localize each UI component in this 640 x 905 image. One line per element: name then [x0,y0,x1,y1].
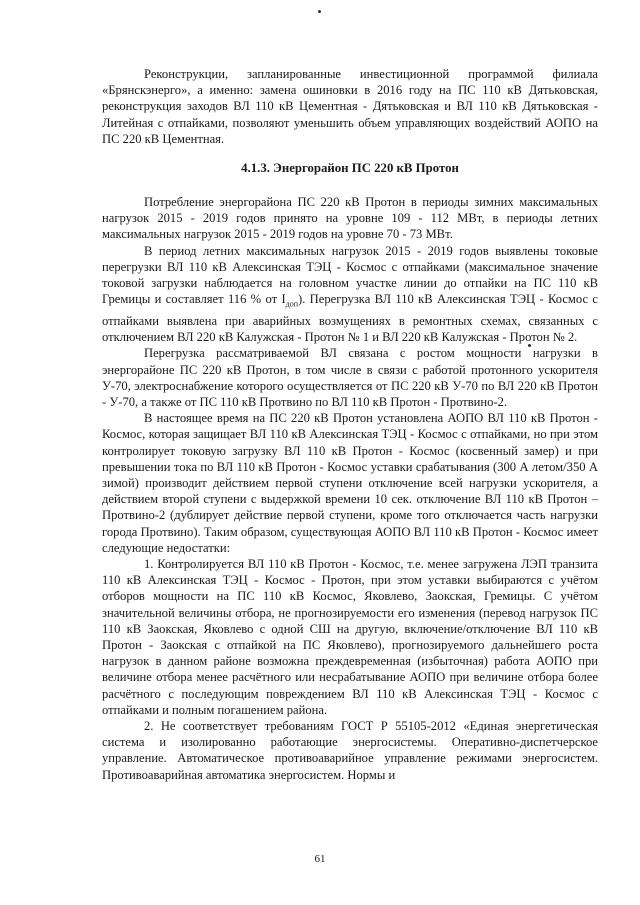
body-paragraph: В период летних максимальных нагрузок 2015 - 2019 годов выявлены токовые перегрузки ВЛ 110 кВ Алексинская ТЭЦ - Космос с отпайками (максимальное значение токовой загрузки наблюдается на головном участке линии до отпайки на ПС 110 кВ Гремицы и составляет 116 % от $I_{доп}$). Перегрузка ВЛ 110 кВ Алексинская ТЭЦ - Космос с отпайками выявлена при аварийных возмущениях в ремонтных схемах, связанных с отключением ВЛ 220 кВ Калужская - Протон № 1 и ВЛ 220 кВ Калужская - Протон № 2. [102,243,598,345]
body-paragraph: В настоящее время на ПС 220 кВ Протон установлена АОПО ВЛ 110 кВ Протон - Космос, которая защищает ВЛ 110 кВ Алексинская ТЭЦ - Космос с отпайками, но при этом контролирует токовую загрузку ВЛ 110 кВ Протон - Космос (косвенный замер) и при превышении тока по ВЛ 110 кВ Протон - Космос уставки срабатывания (300 А летом/350 А зимой) производит действием первой ступени отключение всей нагрузки ускорителя, а действием второй ступени с выдержкой времени 10 сек. отключение ВЛ 110 кВ Протон – Протвино-2 (дублирует действие первой ступени, кроме того отключается часть нагрузки города Протвино). Таким образом, существующая АОПО ВЛ 110 кВ Протон - Космос имеет следующие недостатки: [102,411,598,555]
scan-speck [318,10,321,13]
body-paragraph: Перегрузка рассматриваемой ВЛ связана с ростом мощности нагрузки в энергорайоне ПС 220 кВ Протон, в том числе в связи с работой протонного ускорителя У-70, электроснабжение которого осуществляется от ПС 220 кВ У-70 по ВЛ 220 кВ Протон - У-70, а также от ПС 110 кВ Протвино по ВЛ 110 кВ Протон - Протвино-2. [102,346,598,409]
list-item-paragraph: 1. Контролируется ВЛ 110 кВ Протон - Космос, т.е. менее загружена ЛЭП транзита 110 кВ Алексинская ТЭЦ - Космос - Протон, при этом уставки выбираются с учётом отборов мощности на ПС 110 кВ Космос, Яковлево, Заокская, Гремицы. С учётом значительной величины отбора, не прогнозируемости его изменения (перевод нагрузок ПС 110 кВ Заокская, Яковлево с одной СШ на другую, включение/отключение ВЛ 110 кВ Протон - Заокская с отпайкой на ПС Яковлево), прогнозируемого дальнейшего роста нагрузок в данном районе возможна преждевременная (избыточная) работа АОПО при величине отбора менее расчётного или несрабатывание АОПО при величине отбора более расчётного с последующим повреждением ВЛ 110 кВ Алексинская ТЭЦ - Космос с отпайками и полным погашением района. [102,556,598,717]
intro-paragraph: Реконструкции, запланированные инвестиционной программой филиала «Брянскэнерго», а именно: замена ошиновки в 2016 году на ПС 110 кВ Дятьковская, реконструкция заходов ВЛ 110 кВ Цементная - Дятьковская и ВЛ 110 кВ Дятьковская - Литейная с отпайками, позволяют уменьшить объем управляющих воздействий АОПО на ПС 220 кВ Цементная. [102,67,598,146]
intro-block [102,66,598,147]
body-paragraph: Потребление энергорайона ПС 220 кВ Протон в периоды зимних максимальных нагрузок 2015 - 2019 годов принято на уровне 109 - 112 МВт, в периоды летних максимальных нагрузок 2015 - 2019 годов на уровне 70 - 73 МВт. [102,195,598,242]
list-item-paragraph: 2. Не соответствует требованиям ГОСТ Р 55105-2012 «Единая энергетическая система и изолированно работающие энергосистемы. Оперативно-диспетчерское управление. Автоматическое противоаварийное управление режимами энергосистем. Противоаварийная автоматика энергосистем. Нормы и [102,719,598,782]
subscript-dop: доп [285,299,298,309]
section-body [102,194,598,783]
section-heading: 4.1.3. Энергорайон ПС 220 кВ Протон [241,161,459,175]
page-number: 61 [314,853,326,865]
